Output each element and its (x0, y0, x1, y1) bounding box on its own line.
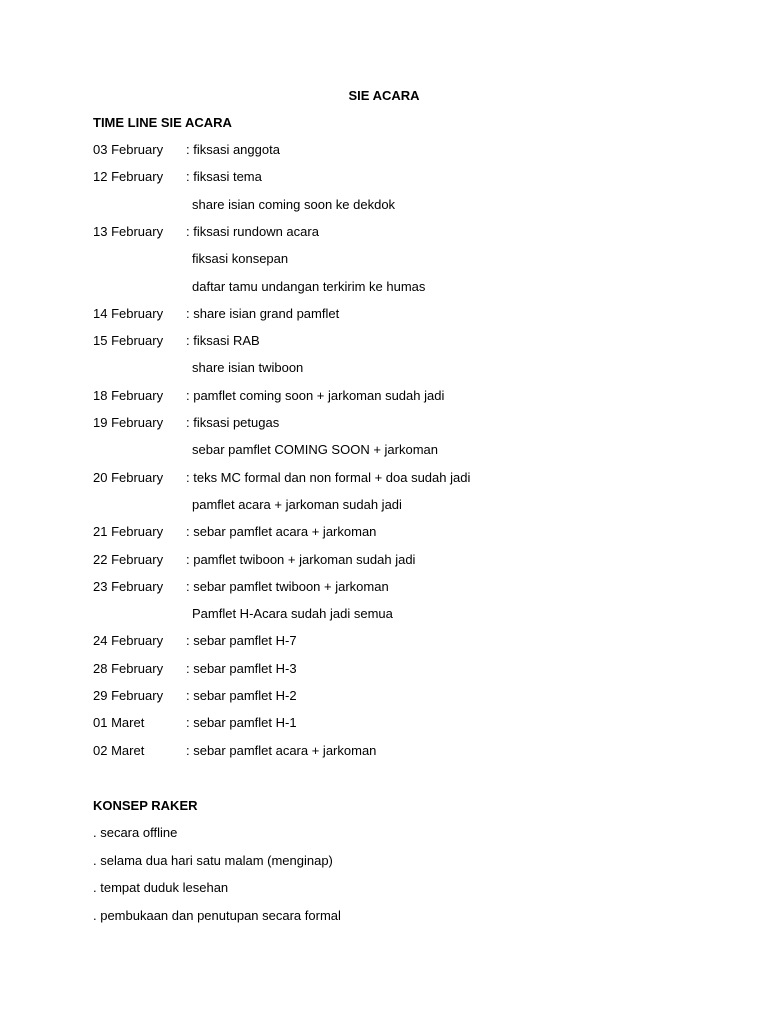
timeline-item: : pamflet coming soon + jarkoman sudah jadi (186, 387, 445, 403)
timeline-item: sebar pamflet COMING SOON + jarkoman (192, 442, 438, 458)
timeline-item: : sebar pamflet H-1 (186, 715, 297, 731)
page-title: SIE ACARA (348, 88, 420, 103)
konsep-item: . tempat duduk lesehan (93, 880, 229, 895)
timeline-date: 03 February (93, 142, 164, 157)
timeline-date: 28 February (93, 660, 164, 676)
timeline-item: : pamflet twiboon + jarkoman sudah jadi (186, 551, 416, 567)
timeline-date: 19 February (93, 415, 164, 430)
timeline-item: share isian twiboon (192, 360, 304, 376)
timeline-date: 18 February (93, 387, 164, 403)
timeline-date: 12 February (93, 169, 164, 185)
timeline-date: 15 February (93, 333, 164, 349)
konsep-heading: KONSEP RAKER (93, 798, 198, 813)
timeline-date: 22 February (93, 551, 164, 567)
timeline-item: fiksasi konsepan (192, 251, 289, 267)
timeline-item: : teks MC formal dan non formal + doa sudah jadi (186, 469, 471, 485)
timeline-date: 23 February (93, 578, 164, 594)
timeline-heading: TIME LINE SIE ACARA (93, 115, 232, 130)
timeline-item: : fiksasi tema (186, 169, 262, 185)
timeline-item: : fiksasi petugas (186, 415, 280, 430)
timeline-date: 21 February (93, 524, 164, 540)
timeline-item: : fiksasi anggota (186, 142, 280, 157)
timeline-item: : sebar pamflet twiboon + jarkoman (186, 578, 389, 594)
timeline-item: : sebar pamflet H-2 (186, 688, 297, 703)
konsep-item: . secara offline (93, 825, 178, 840)
timeline-item: : sebar pamflet H-7 (186, 633, 297, 649)
timeline-date: 13 February (93, 223, 164, 239)
konsep-item: . pembukaan dan penutupan secara formal (93, 907, 341, 923)
timeline-item: : fiksasi rundown acara (186, 223, 319, 239)
timeline-item: Pamflet H-Acara sudah jadi semua (192, 606, 393, 622)
timeline-item: : share isian grand pamflet (186, 305, 340, 321)
timeline-date: 29 February (93, 688, 164, 703)
timeline-item: daftar tamu undangan terkirim ke humas (192, 278, 426, 294)
timeline-item: : sebar pamflet acara + jarkoman (186, 742, 377, 758)
timeline-item: : sebar pamflet acara + jarkoman (186, 524, 377, 540)
timeline-date: 20 February (93, 469, 164, 485)
timeline-date: 02 Maret (93, 742, 145, 758)
timeline-date: 14 February (93, 305, 164, 321)
timeline-date: 01 Maret (93, 715, 145, 731)
timeline-date: 24 February (93, 633, 164, 649)
konsep-item: . selama dua hari satu malam (menginap) (93, 852, 333, 868)
timeline-item: : fiksasi RAB (186, 333, 260, 349)
timeline-item: share isian coming soon ke dekdok (192, 196, 396, 212)
timeline-item: : sebar pamflet H-3 (186, 660, 297, 676)
timeline-item: pamflet acara + jarkoman sudah jadi (192, 496, 402, 512)
